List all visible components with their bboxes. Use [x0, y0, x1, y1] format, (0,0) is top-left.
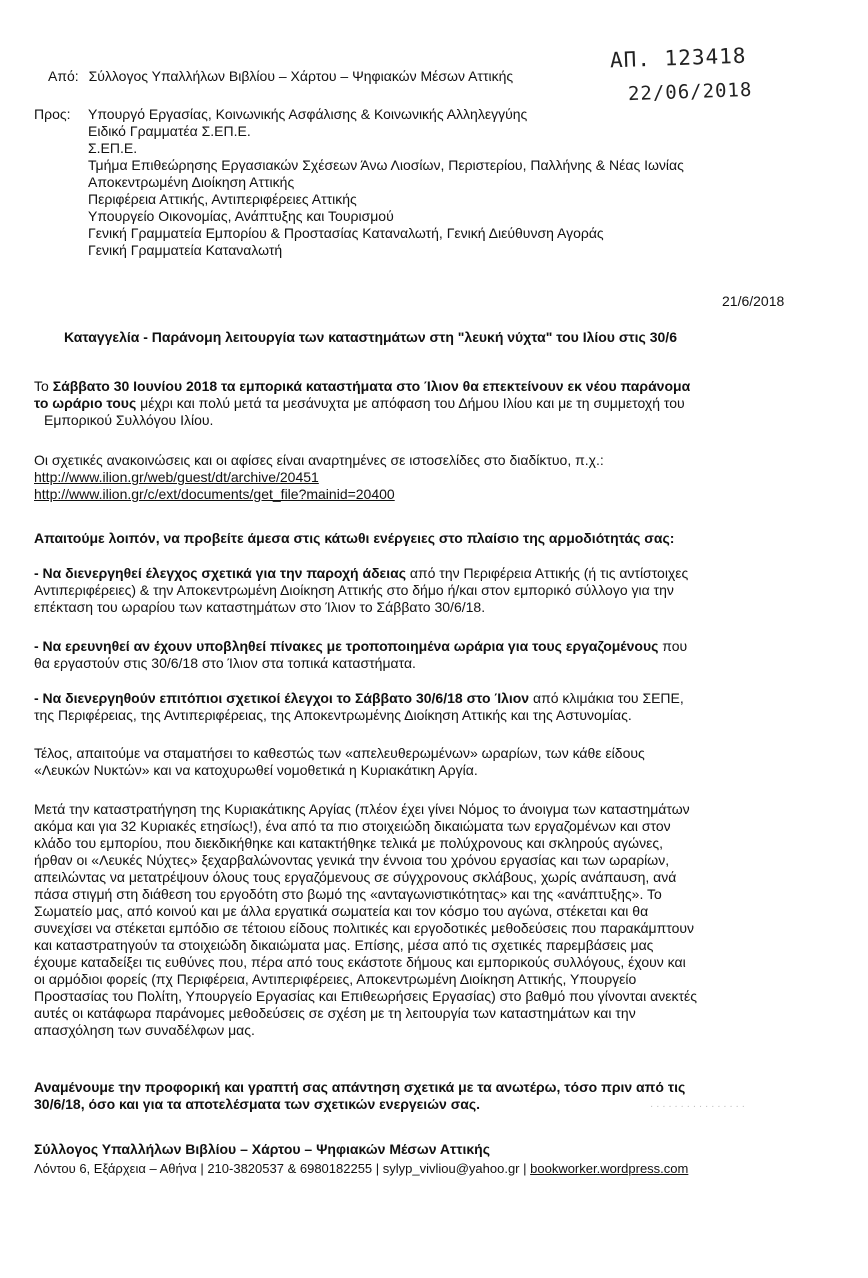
demand-item-2 — [34, 638, 796, 672]
from-label: Από: — [48, 68, 79, 84]
p4-line: οι αρμόδιοι φορείς (πχ Περιφέρεια, Αντιπεριφέρειες, Αποκεντρωμένη Διοίκηση Αττικής, Υπουργείο — [34, 971, 637, 987]
from-value: Σύλλογος Υπαλλήλων Βιβλίου – Χάρτου – Ψηφιακών Μέσων Αττικής — [88, 68, 514, 84]
p2-text: Οι σχετικές ανακοινώσεις και οι αφίσες είναι αναρτημένες σε ιστοσελίδες στο διαδίκτυο, π.χ.: — [34, 452, 604, 468]
p4-line: αυτές οι κατάφωρα παράνομες μεθοδεύσεις σε σχέση με τη λειτουργία των καταστημάτων και την — [34, 1005, 636, 1021]
signature-contact — [34, 1160, 688, 1177]
p1-text: Εμπορικού Συλλόγου Ιλίου. — [44, 412, 214, 428]
recipient: Τμήμα Επιθεώρησης Εργασιακών Σχέσεων Άνω Λιοσίων, Περιστερίου, Παλλήνης & Νέας Ιωνίας — [88, 157, 684, 173]
intro-paragraph — [34, 378, 796, 429]
subject-title: Καταγγελία - Παράνομη λειτουργία των καταστημάτων στη "λευκή νύχτα" του Ιλίου στις 30/6 — [64, 329, 677, 345]
demand-item-1 — [34, 565, 796, 616]
recipient: Γενική Γραμματεία Εμπορίου & Προστασίας Καταναλωτή, Γενική Διεύθυνση Αγοράς — [88, 225, 604, 241]
demand-bold: - Να ερευνηθεί αν έχουν υποβληθεί πίνακες με τροποποιημένα ωράρια για τους εργαζομένους — [34, 638, 659, 654]
p4-line: πάσα στιγμή στη διάθεση του εργοδότη στο βωμό της «ανταγωνιστικότητας» και της «ανάπτυξης». Το — [34, 886, 662, 902]
links-paragraph — [34, 452, 796, 503]
context-paragraph — [34, 801, 796, 1039]
demand-text: από την Περιφέρεια Αττικής (ή τις αντίστοιχες — [405, 565, 689, 581]
faint-stamp-mark: · · · · · · · · · · · · · · · · — [650, 1101, 745, 1112]
announcement-link-2[interactable]: http://www.ilion.gr/c/ext/documents/get_file?mainid=20400 — [34, 486, 395, 502]
p4-line: ακόμα και για 32 Κυριακές ετησίως!), ένα από τα πιο στοιχειώδη δικαιώματα των εργαζομένων και στον — [34, 818, 671, 834]
p4-line: κλάδο του εμπορίου, που διεκδικήθηκε και κατακτήθηκε τελικά με πολύχρονους και σκληρούς αγώνες, — [34, 835, 663, 851]
p4-line: συνεχίσει να στέκεται εμπόδιο σε τέτοιου είδους πολιτικές και εργοδοτικές μεθοδεύσεις που παρακάμπτουν — [34, 920, 695, 936]
p4-line: Μετά την καταστρατήγηση της Κυριακάτικης Αργίας (πλέον έχει γίνει Νόμος το άνοιγμα των καταστημάτων — [34, 801, 690, 817]
recipient: Ειδικό Γραμματέα Σ.ΕΠ.Ε. — [88, 123, 251, 139]
closing-line: 30/6/18, όσο και για τα αποτελέσματα των σχετικών ενεργειών σας. — [34, 1096, 481, 1112]
signature-address: Λόντου 6, Εξάρχεια – Αθήνα | 210-3820537 & 6980182255 | sylyp_vivliou@yahoo.gr | — [34, 1161, 531, 1176]
closing-line: Αναμένουμε την προφορική και γραπτή σας απάντηση σχετικά με τα ανωτέρω, τόσο πριν από τις — [34, 1079, 686, 1095]
from-line — [48, 68, 513, 85]
p1-bold: Σάββατο 30 Ιουνίου 2018 τα εμπορικά καταστήματα στο Ίλιον θα επεκτείνουν εκ νέου παράνομα — [52, 378, 691, 394]
p4-line: και καταστρατηγούν τα στοιχειώδη δικαιώματα μας. Επίσης, μέσα από τις σχετικές παρεμβάσεις μας — [34, 937, 654, 953]
handwritten-ref: ΑΠ. 123418 — [609, 43, 747, 73]
demands-heading: Απαιτούμε λοιπόν, να προβείτε άμεσα στις κάτωθι ενέργειες στο πλαίσιο της αρμοδιότητάς σας: — [34, 530, 675, 546]
recipient: Περιφέρεια Αττικής, Αντιπεριφέρειες Αττικής — [88, 191, 357, 207]
demand-item-3 — [34, 690, 796, 724]
recipients-list — [88, 106, 684, 259]
signature-name: Σύλλογος Υπαλλήλων Βιβλίου – Χάρτου – Ψηφιακών Μέσων Αττικής — [34, 1141, 491, 1157]
demand-bold: - Να διενεργηθούν επιτόπιοι σχετικοί έλεγχοι το Σάββατο 30/6/18 στο Ίλιον — [34, 690, 530, 706]
recipient: Σ.ΕΠ.Ε. — [88, 140, 138, 156]
demand-text: επέκταση του ωραρίου των καταστημάτων στο Ίλιον το Σάββατο 30/6/18. — [34, 599, 486, 615]
p4-line: Σωματείο μας, από κοινού και με άλλα εργατικά σωματεία και τον κόσμο του αγώνα, στέκεται και θα — [34, 903, 649, 919]
handwritten-date: 22/06/2018 — [627, 78, 753, 106]
document-date: 21/6/2018 — [722, 293, 785, 309]
p4-line: έχουμε καταδείξει τις ευθύνες που, πέρα από τους εκάστοτε δήμους και εμπορικούς συλλόγους, έχουν και — [34, 954, 686, 970]
website-link[interactable]: bookworker.wordpress.com — [530, 1161, 689, 1176]
recipient: Υπουργό Εργασίας, Κοινωνικής Ασφάλισης & Κοινωνικής Αλληλεγγύης — [88, 106, 528, 122]
p1-text: μέχρι και πολύ μετά τα μεσάνυχτα με απόφαση του Δήμου Ιλίου και με τη συμμετοχή του — [136, 395, 685, 411]
p1-bold: το ωράριο τους — [34, 395, 137, 411]
announcement-link-1[interactable]: http://www.ilion.gr/web/guest/dt/archive/20451 — [34, 469, 319, 485]
demand-text: από κλιμάκια του ΣΕΠΕ, — [529, 690, 684, 706]
final-demand-paragraph — [34, 745, 796, 779]
demand-text: της Περιφέρειας, της Αντιπεριφέρειας, της Αποκεντρωμένης Διοίκηση Αττικής και της Αστυνομίας. — [34, 707, 632, 723]
demand-text: Αντιπεριφέρειες) & την Αποκεντρωμένη Διοίκηση Αττικής στο δήμο ή/και στον εμπορικό σύλλογο για την — [34, 582, 674, 598]
demand-bold: - Να διενεργηθεί έλεγχος σχετικά για την παροχή άδειας — [34, 565, 406, 581]
p3-line: «Λευκών Νυκτών» και να κατοχυρωθεί νομοθετικά η Κυριακάτικη Αργία. — [34, 762, 478, 778]
demand-text: που — [658, 638, 688, 654]
recipient: Υπουργείο Οικονομίας, Ανάπτυξης και Τουρισμού — [88, 208, 394, 224]
p4-line: απειλώντας να μετατρέψουν όλους τους εργαζόμενους σε σύγχρονους σκλάβους, χωρίς ανάπαυση, ανά — [34, 869, 677, 885]
recipient: Αποκεντρωμένη Διοίκηση Αττικής — [88, 174, 295, 190]
demand-text: θα εργαστούν στις 30/6/18 στο Ίλιον στα τοπικά καταστήματα. — [34, 655, 416, 671]
p1-text: Το — [34, 378, 53, 394]
p4-line: Προστασίας του Πολίτη, Υπουργείο Εργασίας και Επιθεωρήσεις Εργασίας) στο βαθμό που γίνονται ανεκτές — [34, 988, 697, 1004]
p4-line: ήρθαν οι «Λευκές Νύχτες» ξεχαρβαλώνοντας γενικά την έννοια του χρόνου εργασίας και των ωραρίων, — [34, 852, 670, 868]
p4-line: απασχόληση των συναδέλφων μας. — [34, 1022, 255, 1038]
to-label: Προς: — [34, 106, 71, 122]
recipient: Γενική Γραμματεία Καταναλωτή — [88, 242, 283, 258]
p3-line: Τέλος, απαιτούμε να σταματήσει το καθεστώς των «απελευθερωμένων» ωραρίων, των κάθε είδους — [34, 745, 645, 761]
